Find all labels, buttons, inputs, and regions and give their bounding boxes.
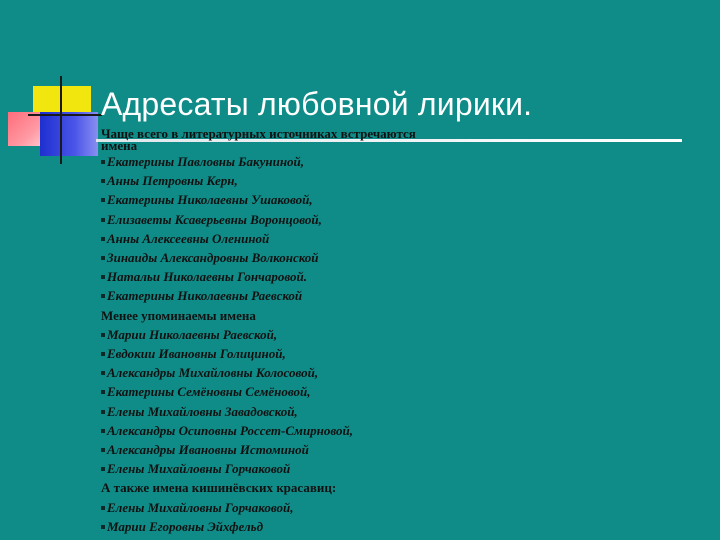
square-bullet-icon (101, 371, 105, 375)
list-item-text: Екатерины Семёновны Семёновой, (107, 384, 311, 400)
list-item (101, 152, 521, 171)
list-item (101, 498, 521, 517)
list-item-text: Евдокии Ивановны Голициной, (107, 346, 286, 362)
list-item-text: Елены Михайловны Горчаковой (107, 461, 291, 477)
list-item-text: Елены Михайловны Горчаковой, (107, 499, 294, 515)
list-item-text: Марии Егоровны Эйхфельд (107, 518, 264, 534)
list-item-text: Елены Михайловны Завадовской, (107, 403, 298, 419)
intro-line: Чаще всего в литературных источниках встречаются (101, 126, 416, 141)
list-item (101, 459, 521, 478)
list-item (101, 325, 521, 344)
intro-line: имена (101, 138, 138, 153)
name-list (101, 152, 521, 536)
list-item (101, 248, 521, 267)
square-bullet-icon (101, 448, 105, 452)
list-item-text: Екатерины Павловны Бакуниной, (107, 154, 305, 169)
list-item (101, 363, 521, 382)
square-bullet-icon (101, 333, 105, 337)
intro-text (101, 128, 521, 152)
section-heading: А также имена кишинёвских красавиц: (101, 480, 337, 496)
square-bullet-icon (101, 275, 105, 279)
list-item (101, 171, 521, 190)
square-bullet-icon (101, 294, 105, 298)
square-bullet-icon (101, 467, 105, 471)
decor-horizontal-line (28, 114, 102, 116)
list-item-text: Натальи Николаевны Гончаровой. (107, 269, 308, 285)
list-item-text: Анны Петровны Керн, (107, 173, 238, 189)
square-bullet-icon (101, 218, 105, 222)
list-item (101, 421, 521, 440)
list-item-text: Марии Николаевны Раевской, (107, 326, 278, 342)
list-item-text: Александры Ивановны Истоминой (107, 442, 309, 458)
list-item (101, 210, 521, 229)
list-item (101, 440, 521, 459)
list-item (101, 382, 521, 401)
list-item-text: Зинаиды Александровны Волконской (107, 250, 319, 266)
decor-vertical-line (60, 76, 62, 164)
square-bullet-icon (101, 410, 105, 414)
square-bullet-icon (101, 198, 105, 202)
list-item-text: Александры Осиповны Россет-Смирновой, (107, 422, 354, 438)
list-item (101, 517, 521, 536)
list-item (101, 190, 521, 209)
square-bullet-icon (101, 179, 105, 183)
list-item-text: Елизаветы Ксаверьевны Воронцовой, (107, 211, 322, 227)
square-bullet-icon (101, 429, 105, 433)
slide-body (101, 128, 521, 536)
square-bullet-icon (101, 237, 105, 241)
list-item (101, 267, 521, 286)
square-bullet-icon (101, 390, 105, 394)
square-bullet-icon (101, 160, 105, 164)
square-bullet-icon (101, 525, 105, 529)
list-item-text: Анны Алексеевны Олениной (107, 230, 270, 246)
square-bullet-icon (101, 352, 105, 356)
square-bullet-icon (101, 256, 105, 260)
list-item (101, 229, 521, 248)
list-item (101, 344, 521, 363)
list-item-text: Екатерины Николаевны Раевской (107, 288, 303, 304)
section-heading: Менее упоминаемы имена (101, 307, 256, 323)
list-item-text: Екатерины Николаевны Ушаковой, (107, 192, 313, 208)
decor-blue-square (40, 112, 98, 156)
square-bullet-icon (101, 506, 105, 510)
list-item-text: Александры Михайловны Колосовой, (107, 365, 319, 381)
list-item (101, 402, 521, 421)
slide-title: Адресаты любовной лирики. (101, 86, 533, 122)
list-item (101, 286, 521, 305)
